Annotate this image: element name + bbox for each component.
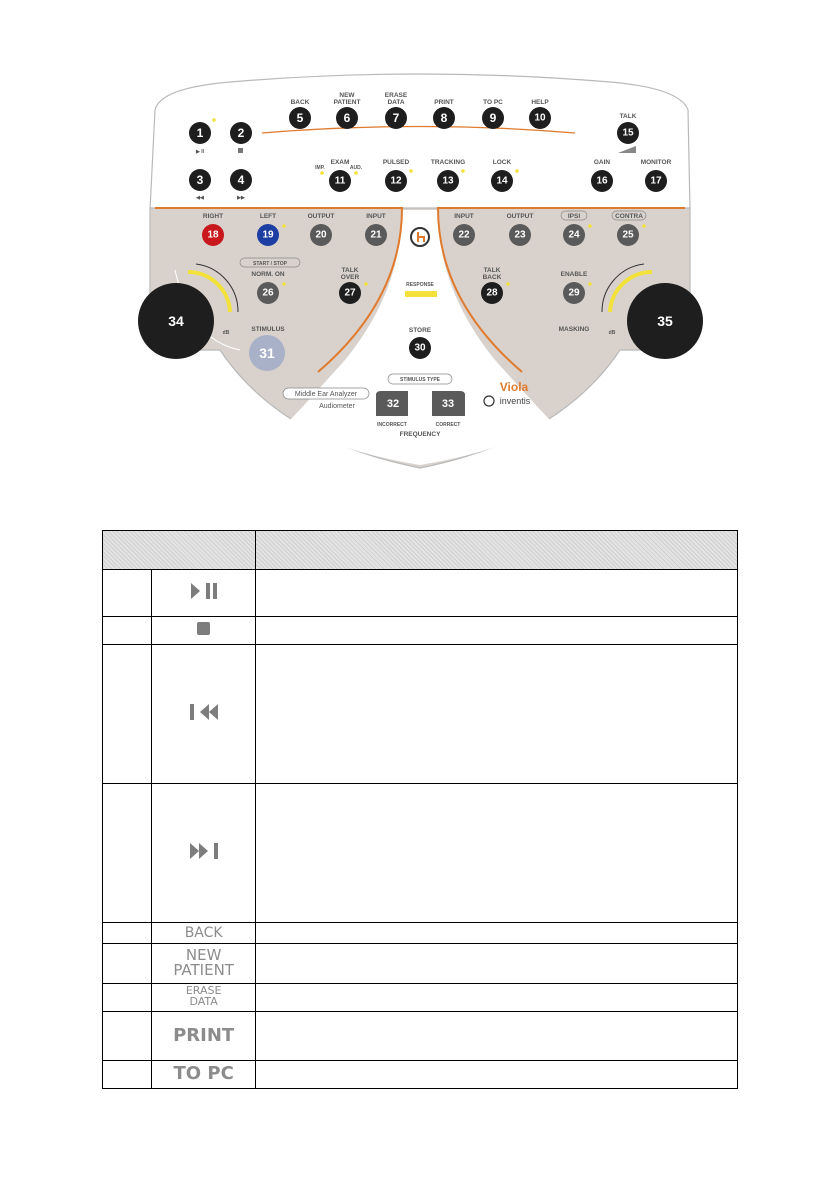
svg-text:4: 4: [237, 173, 245, 187]
label-back: BACK: [290, 99, 310, 106]
label-response: RESPONSE: [406, 282, 434, 288]
button-25[interactable]: [617, 224, 639, 246]
svg-text:29: 29: [568, 287, 580, 299]
svg-text:35: 35: [657, 313, 673, 329]
svg-text:25: 25: [622, 229, 634, 241]
svg-text:2: 2: [237, 126, 245, 140]
button-3[interactable]: [189, 169, 211, 191]
label-input-left: INPUT: [366, 213, 386, 220]
label-exam: EXAM: [330, 159, 350, 166]
button-13[interactable]: [437, 170, 459, 192]
svg-text:3: 3: [196, 173, 204, 187]
device-panel-diagram: [0, 0, 839, 500]
label-lock: LOCK: [492, 159, 512, 166]
button-4[interactable]: [230, 169, 252, 191]
label-store: STORE: [408, 327, 432, 334]
label-talk: TALK: [619, 113, 637, 120]
svg-text:14: 14: [496, 175, 508, 187]
label-device-sub: Audiometer: [319, 403, 355, 410]
table-row: [103, 784, 738, 923]
button-23[interactable]: [509, 224, 531, 246]
button-22[interactable]: [453, 224, 475, 246]
panel-outline: [150, 74, 690, 210]
button-24[interactable]: [563, 224, 585, 246]
label-masking: MASKING: [558, 326, 590, 333]
svg-text:30: 30: [414, 342, 426, 354]
table-header-row: [103, 531, 738, 570]
rewind-icon: ◀◀: [196, 195, 204, 201]
play-pause-icon: ▶ II: [195, 149, 205, 155]
table-row: [103, 617, 738, 645]
to-pc-text-icon: TO PC: [173, 1063, 234, 1084]
button-11[interactable]: [329, 170, 351, 192]
label-input-right: INPUT: [454, 213, 474, 220]
button-8[interactable]: [433, 107, 455, 129]
svg-text:24: 24: [568, 229, 580, 241]
table-row: [103, 570, 738, 617]
label-stimulus: STIMULUS: [251, 326, 285, 333]
button-10[interactable]: [529, 107, 551, 129]
label-new: NEW: [339, 92, 355, 99]
new-patient-text-icon: NEW PATIENT: [173, 945, 234, 979]
table-row: [103, 1061, 738, 1089]
button-30[interactable]: [409, 337, 431, 359]
erase-data-text-icon: ERASE DATA: [185, 984, 222, 1008]
button-2[interactable]: [230, 122, 252, 144]
label-db-left: dB: [222, 330, 230, 336]
print-text-icon: PRINT: [173, 1024, 235, 1046]
button-28[interactable]: [481, 282, 503, 304]
label-pulsed: PULSED: [382, 159, 410, 166]
button-20[interactable]: [310, 224, 332, 246]
button-17[interactable]: [645, 170, 667, 192]
knob-35[interactable]: [627, 283, 703, 359]
label-right: RIGHT: [202, 213, 224, 220]
svg-text:5: 5: [296, 111, 304, 125]
label-talk-over-1: TALK: [341, 267, 359, 274]
label-to-pc: TO PC: [483, 99, 503, 106]
label-db-right: dB: [608, 330, 616, 336]
button-29[interactable]: [563, 282, 585, 304]
svg-text:32: 32: [386, 398, 400, 410]
label-norm-on: NORM. ON: [251, 271, 285, 278]
svg-text:13: 13: [442, 175, 454, 187]
button-9[interactable]: [482, 107, 504, 129]
table-row: [103, 923, 738, 944]
svg-text:1: 1: [196, 126, 204, 140]
label-help: HELP: [531, 99, 549, 106]
button-21[interactable]: [365, 224, 387, 246]
svg-text:9: 9: [489, 111, 497, 125]
svg-text:22: 22: [458, 229, 470, 241]
table-row: [103, 645, 738, 784]
label-ipsi: IPSI: [567, 213, 581, 220]
stop-icon: [238, 148, 243, 153]
button-19[interactable]: [257, 224, 279, 246]
svg-text:34: 34: [168, 313, 184, 329]
label-correct: CORRECT: [435, 422, 461, 428]
fast-forward-icon: ▶▶: [237, 195, 245, 201]
brand-product: Viola: [499, 380, 529, 394]
label-aud: AUD.: [349, 165, 363, 171]
table-row: [103, 944, 738, 984]
svg-text:33: 33: [441, 398, 455, 410]
button-1[interactable]: [189, 122, 211, 144]
label-device-box: Middle Ear Analyzer: [294, 391, 358, 398]
back-text-icon: BACK: [184, 925, 223, 941]
label-talk-over-2: OVER: [340, 274, 360, 281]
label-contra: CONTRA: [615, 213, 643, 220]
svg-text:31: 31: [259, 345, 275, 361]
label-erase: ERASE: [384, 92, 408, 99]
knob-34[interactable]: [138, 283, 214, 359]
svg-text:7: 7: [392, 111, 400, 125]
svg-text:21: 21: [370, 229, 382, 241]
button-31[interactable]: [249, 335, 285, 371]
stop-icon: [197, 622, 210, 635]
svg-text:15: 15: [622, 127, 634, 139]
label-talk-back-2: BACK: [482, 274, 502, 281]
svg-text:6: 6: [343, 111, 351, 125]
svg-text:8: 8: [440, 111, 448, 125]
button-6[interactable]: [336, 107, 358, 129]
svg-text:19: 19: [262, 229, 274, 241]
label-enable: ENABLE: [560, 271, 588, 278]
button-33[interactable]: [432, 391, 465, 416]
label-monitor: MONITOR: [640, 159, 672, 166]
label-frequency: FREQUENCY: [399, 431, 441, 438]
svg-text:26: 26: [262, 287, 274, 299]
rewind-icon: [190, 704, 218, 720]
svg-text:16: 16: [596, 175, 608, 187]
label-output-left: OUTPUT: [307, 213, 335, 220]
label-talk-back-1: TALK: [483, 267, 501, 274]
svg-text:17: 17: [650, 175, 662, 187]
button-5[interactable]: [289, 107, 311, 129]
label-left: LEFT: [259, 213, 277, 220]
button-7[interactable]: [385, 107, 407, 129]
label-gain: GAIN: [593, 159, 611, 166]
button-14[interactable]: [491, 170, 513, 192]
svg-text:18: 18: [207, 229, 219, 241]
svg-text:27: 27: [344, 287, 356, 299]
table-row: [103, 984, 738, 1012]
label-imp: IMP.: [315, 165, 325, 171]
button-15[interactable]: [617, 122, 639, 144]
legend-table: [102, 530, 738, 1089]
label-patient: PATIENT: [333, 99, 361, 106]
label-output-right: OUTPUT: [506, 213, 534, 220]
play-pause-icon: [191, 583, 217, 599]
label-tracking: TRACKING: [430, 159, 466, 166]
button-12[interactable]: [385, 170, 407, 192]
button-16[interactable]: [591, 170, 613, 192]
svg-text:28: 28: [486, 287, 498, 299]
button-32[interactable]: [376, 391, 408, 416]
button-26[interactable]: [257, 282, 279, 304]
label-print: PRINT: [434, 99, 454, 106]
fast-forward-icon: [190, 843, 218, 859]
button-27[interactable]: [339, 282, 361, 304]
label-data: DATA: [387, 99, 405, 106]
table-row: [103, 1012, 738, 1061]
label-stimulus-type: STIMULUS TYPE: [399, 377, 441, 383]
svg-text:10: 10: [534, 112, 546, 124]
svg-text:12: 12: [390, 175, 402, 187]
label-start-stop: START / STOP: [253, 261, 287, 267]
svg-text:11: 11: [334, 175, 346, 187]
button-18[interactable]: [202, 224, 224, 246]
brand-company: inventis: [499, 396, 531, 406]
svg-text:20: 20: [315, 229, 327, 241]
label-incorrect: INCORRECT: [377, 422, 407, 428]
svg-text:23: 23: [514, 229, 526, 241]
response-led: [405, 291, 437, 297]
